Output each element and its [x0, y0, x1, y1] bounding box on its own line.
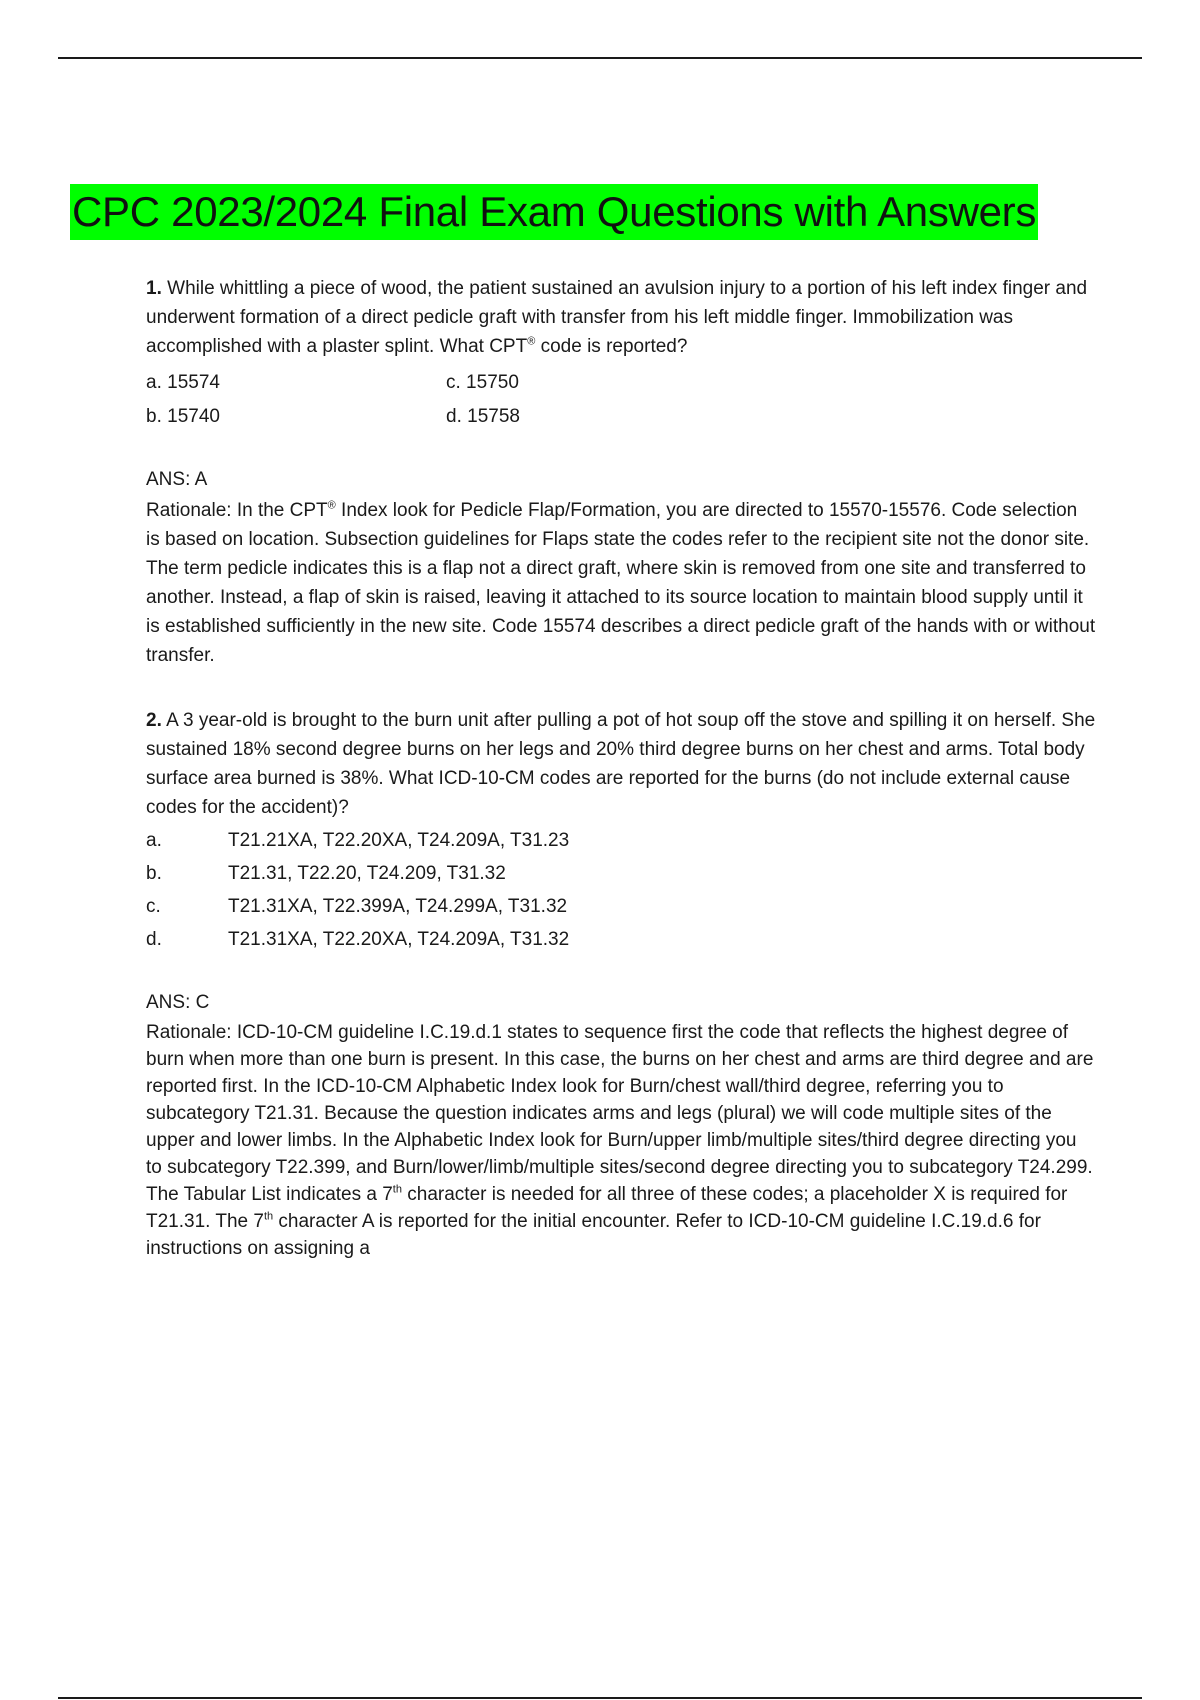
option-letter: d. — [146, 929, 162, 950]
document-body — [146, 274, 1096, 1262]
option-text: T21.31XA, T22.399A, T24.299A, T31.32 — [228, 896, 568, 917]
question-1-rationale — [146, 496, 1096, 670]
rationale-text: Rationale: ICD-10-CM guideline I.C.19.d.1 states to sequence first the code that reflects the highest degree of burn when more than one burn is present. In this case, the burns on her chest and arms are third degree and are reported first. In the ICD-10-CM Alphabetic Index look for Burn/chest wall/third degree, referring you to subcategory T21.31. Because the question indicates arms and legs (plural) we will code multiple sites of the upper and lower limbs. In the Alphabetic Index look for Burn/upper limb/multiple sites/third degree directing you to subcategory T22.399, and Burn/lower/limb/multiple sites/second degree directing you to subcategory T24.299. The Tabular List indicates a 7 — [146, 1022, 1094, 1205]
question-1-answer: ANS: A — [146, 469, 208, 490]
option-text: T21.31, T22.20, T24.209, T31.32 — [228, 863, 506, 884]
option-letter: c. — [146, 896, 161, 917]
question-2 — [146, 706, 1096, 822]
rationale-text: Rationale: In the CPT — [146, 500, 328, 521]
question-2-text: A 3 year-old is brought to the burn unit after pulling a pot of hot soup off the stove and spilling it on herself. She sustained 18% second degree burns on her legs and 20% third degree burns on her chest and arms. Total body surface area burned is 38%. What ICD-10-CM codes are reported for the burns (do not include external cause codes for the accident)? — [146, 710, 1096, 818]
ordinal-suffix: th — [392, 1183, 402, 1196]
question-2-options — [146, 826, 1096, 954]
registered-mark: ® — [527, 335, 536, 348]
option-a — [146, 826, 1096, 855]
question-1-options — [146, 368, 1096, 431]
question-2-number: 2. — [146, 710, 162, 731]
option-a: a. 15574 — [146, 372, 220, 393]
option-d: d. 15758 — [446, 406, 520, 427]
question-2-rationale — [146, 1019, 1096, 1262]
footer-rule — [58, 1697, 1142, 1699]
question-1-text-end: code is reported? — [535, 336, 688, 357]
option-text: T21.31XA, T22.20XA, T24.209A, T31.32 — [228, 929, 570, 950]
option-b — [146, 859, 1096, 888]
option-c: c. 15750 — [446, 372, 519, 393]
rationale-text-end: Index look for Pedicle Flap/Formation, you are directed to 15570-15576. Code selection is based on location. Subsection guidelines for Flaps state the codes refer to the recipient site not the donor site. The term pedicle indicates this is a flap not a direct graft, where skin is removed from one site and transferred to another. Instead, a flap of skin is raised, leaving it attached to its source location to maintain blood supply until it is established sufficiently in the new site. Code 15574 describes a direct pedicle graft of the hands with or without transfer. — [146, 500, 1096, 666]
ordinal-suffix: th — [263, 1210, 274, 1223]
header-rule — [58, 57, 1142, 59]
registered-mark: ® — [327, 499, 336, 512]
option-c — [146, 892, 1096, 921]
rationale-text-end: character A is reported for the initial encounter. Refer to ICD-10-CM guideline I.C.19.d.6 for instructions on assigning a — [146, 1211, 1041, 1259]
option-letter: a. — [146, 830, 162, 851]
option-d — [146, 925, 1096, 954]
question-1 — [146, 274, 1096, 361]
question-2-answer: ANS: C — [146, 992, 210, 1013]
option-b: b. 15740 — [146, 406, 220, 427]
question-1-number: 1. — [146, 278, 162, 299]
question-1-text: While whittling a piece of wood, the patient sustained an avulsion injury to a portion of his left index finger and underwent formation of a direct pedicle graft with transfer from his left middle finger. Immobilization was accomplished with a plaster splint. What CPT — [146, 278, 1088, 357]
option-text: T21.21XA, T22.20XA, T24.209A, T31.23 — [228, 830, 570, 851]
rationale-text-mid: character is needed for all three of these codes; a placeholder X is required for T21.31. The 7 — [146, 1184, 1068, 1232]
document-title: CPC 2023/2024 Final Exam Questions with Answers — [70, 184, 1038, 240]
option-letter: b. — [146, 863, 162, 884]
